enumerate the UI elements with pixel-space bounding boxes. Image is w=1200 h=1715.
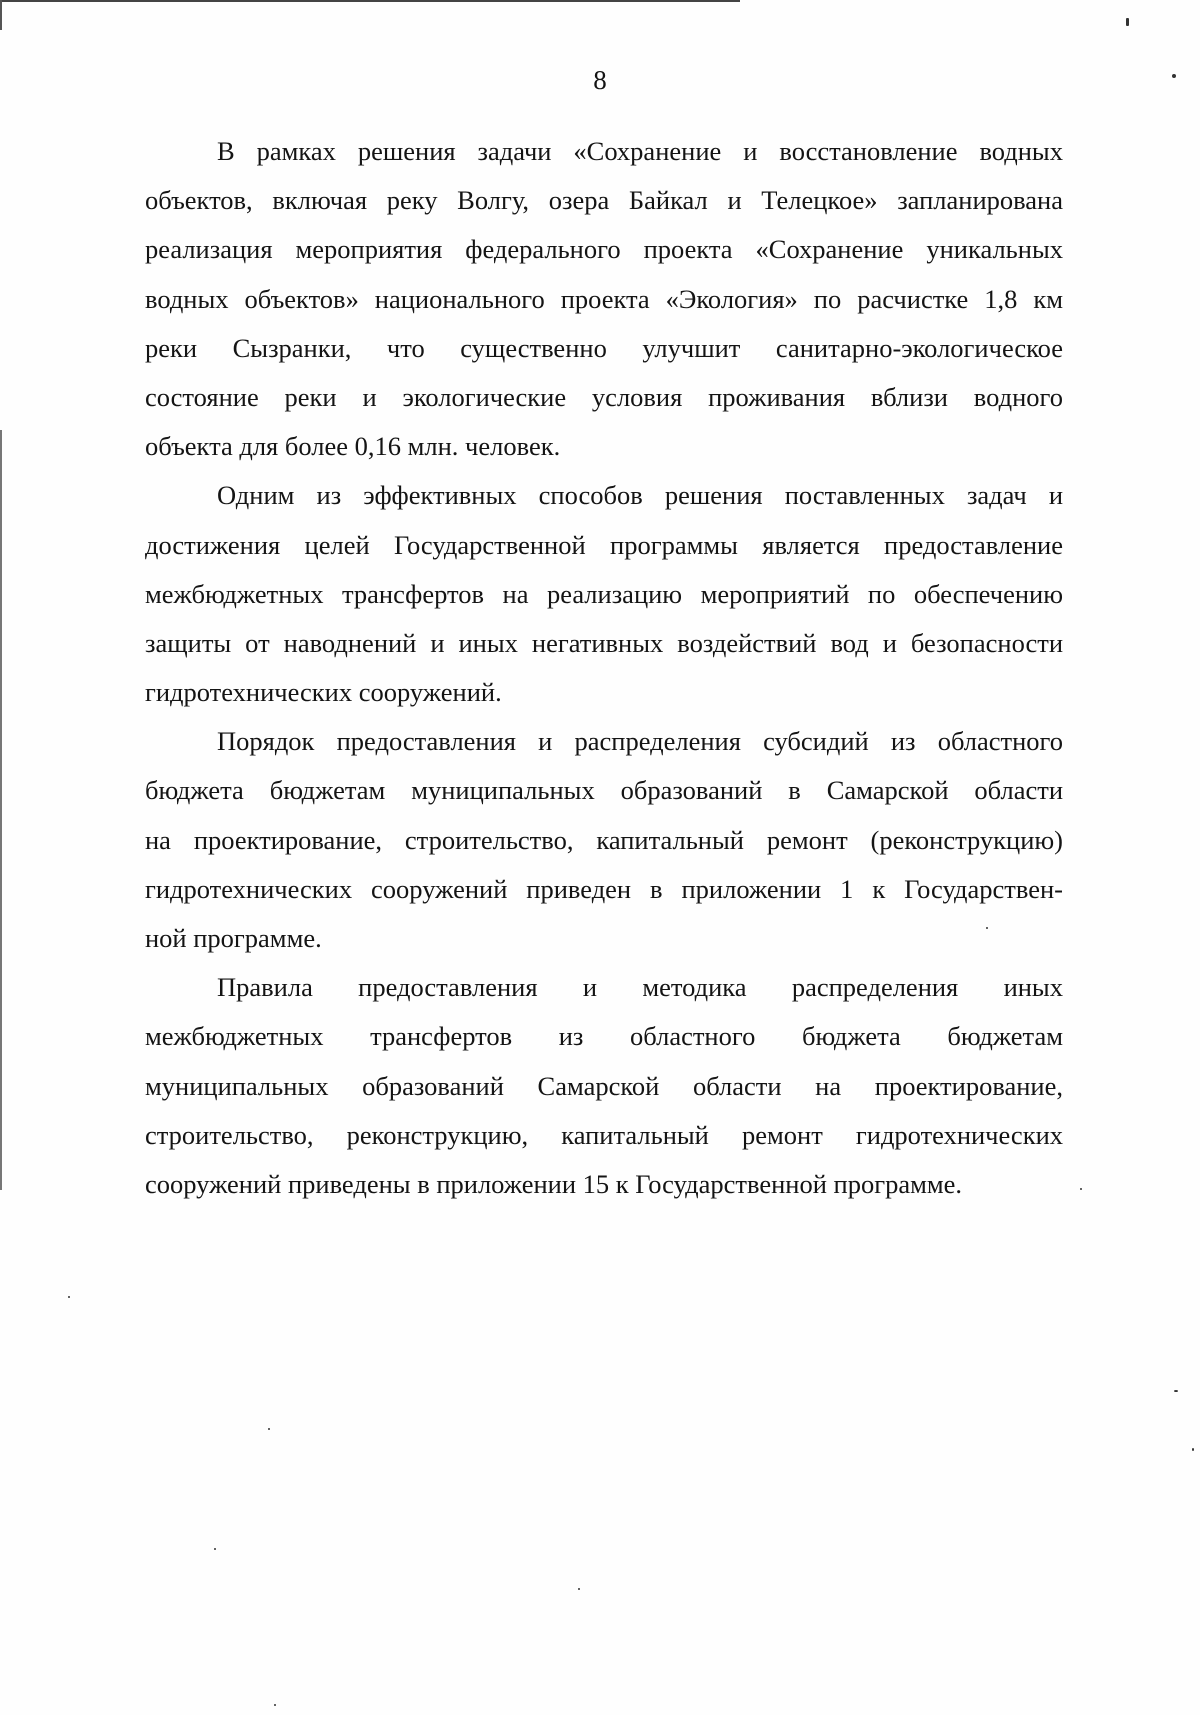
text-line: состояние реки и экологические условия проживания вблизи водного [145,381,1063,412]
scan-border-left [0,0,2,1200]
text-line: Порядок предоставления и распределения субсидий из областного [217,726,1063,757]
paragraph-water-objects [145,127,1063,471]
text-line: межбюджетных трансфертов из областного бюджета бюджетам [145,1021,1063,1052]
text-line: гидротехнических сооружений. [145,677,502,708]
text-line: водных объектов» национального проекта «Экология» по расчистке 1,8 км [145,283,1063,314]
text-line: объекта для более 0,16 млн. человек. [145,431,561,462]
text-line: муниципальных образований Самарской области на проектирование, [145,1070,1063,1101]
text-line: Правила предоставления и методика распределения иных [217,972,1063,1003]
text-line: на проектирование, строительство, капитальный ремонт (реконструкцию) [145,824,1063,855]
text-line: достижения целей Государственной программы является предоставление [145,529,1063,560]
text-line: сооружений приведены в приложении 15 к Государственной программе. [145,1168,963,1199]
text-line: защиты от наводнений и иных негативных воздействий вод и безопасности [145,627,1063,658]
paragraph-interbudget-transfers [145,471,1063,717]
text-line: реки Сызранки, что существенно улучшит санитарно-экологическое [145,332,1063,363]
text-line: Одним из эффективных способов решения поставленных задач и [217,480,1063,511]
text-line: ной программе. [145,923,322,953]
text-line: реализация мероприятия федерального проекта «Сохранение уникальных [145,234,1063,265]
text-line: бюджета бюджетам муниципальных образований в Самарской области [145,775,1063,806]
text-line: объектов, включая реку Волгу, озера Байкал и Телецкое» запланирована [145,185,1063,216]
scan-speck [68,1296,70,1298]
scan-speck [1080,1188,1082,1190]
text-line: межбюджетных трансфертов на реализацию мероприятий по обеспечению [145,578,1063,609]
scan-speck [274,1704,276,1706]
text-line: гидротехнических сооружений приведен в приложении 1 к Государствен- [145,873,1063,904]
document-body [145,127,1063,1209]
text-line: В рамках решения задачи «Сохранение и восстановление водных [217,136,1063,166]
paragraph-distribution-rules [145,963,1063,1209]
paragraph-subsidy-procedure [145,717,1063,963]
text-line: строительство, реконструкцию, капитальный ремонт гидротехнических [145,1119,1063,1150]
scan-speck [268,1428,270,1430]
page-number: 8 [593,65,607,95]
scan-speck [1126,18,1129,26]
scan-speck [1192,1448,1194,1451]
scan-border-top [0,0,740,2]
scan-speck [1174,1390,1178,1392]
scan-speck [578,1588,580,1590]
scan-speck [214,1548,216,1550]
